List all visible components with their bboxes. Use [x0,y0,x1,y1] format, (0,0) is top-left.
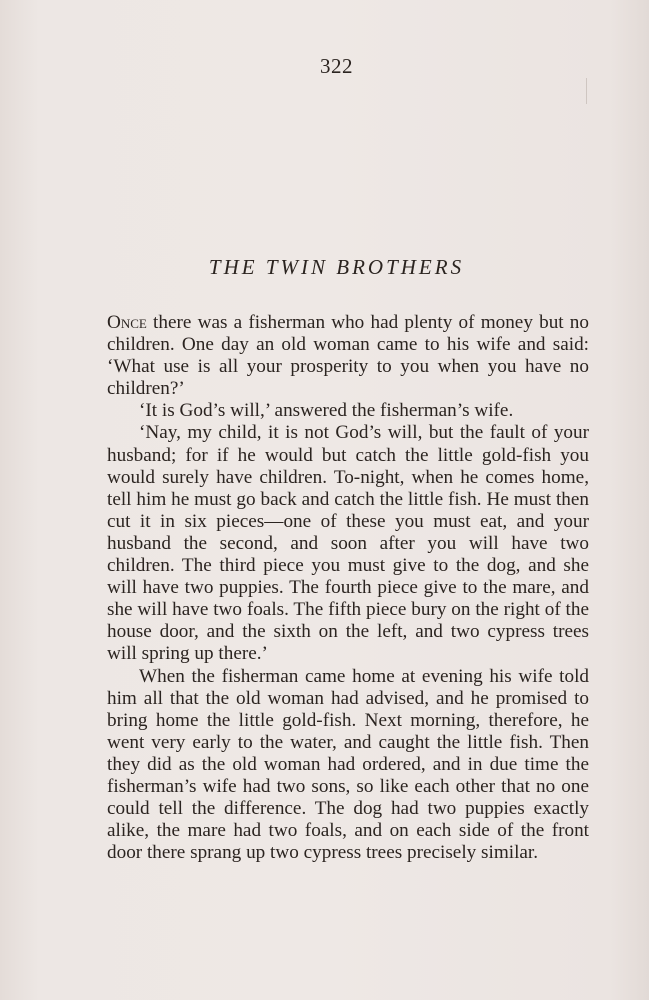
paragraph-1 [107,312,589,400]
page-number: 322 [320,54,353,78]
paragraph-3: ‘Nay, my child, it is not God’s will, but the fault of your husband; for if he would but catch the little gold-fish you would surely have children. To-night, when he comes home, tell him he must go back and catch the little fish. He must then cut it in six pieces—one of these you must eat, and your husband the second, and soon after you will have two children. The third piece you must give to the dog, and she will have two puppies. The fourth piece give to the mare, and she will have two foals. The fifth piece bury on the right of the house door, and the sixth on the left, and two cypress trees will spring up there.’ [107,422,589,665]
paragraph-4: When the fisherman came home at evening his wife told him all that the old woman had advised, and he promised to bring home the little gold-fish. Next morning, therefore, he went very early to the water, and caught the little fish. Then they did as the old woman had ordered, and in due time the fisherman’s wife had two sons, so like each other that no one could tell the difference. The dog had two puppies exactly alike, the mare had two foals, and on each side of the front door there sprang up two cypress trees precisely similar. [107,665,589,864]
chapter-title: THE TWIN BROTHERS [208,255,465,279]
page-edge-mark [586,78,587,104]
drop-word: Once [107,312,147,333]
story-text [107,312,589,864]
paragraph-1-text: there was a fisherman who had plenty of money but no children. One day an old woman came to his wife and said: ‘What use is all your prosperity to you when you have no children?’ [107,312,589,400]
paragraph-2: ‘It is God’s will,’ answered the fisherman’s wife. [139,400,514,422]
